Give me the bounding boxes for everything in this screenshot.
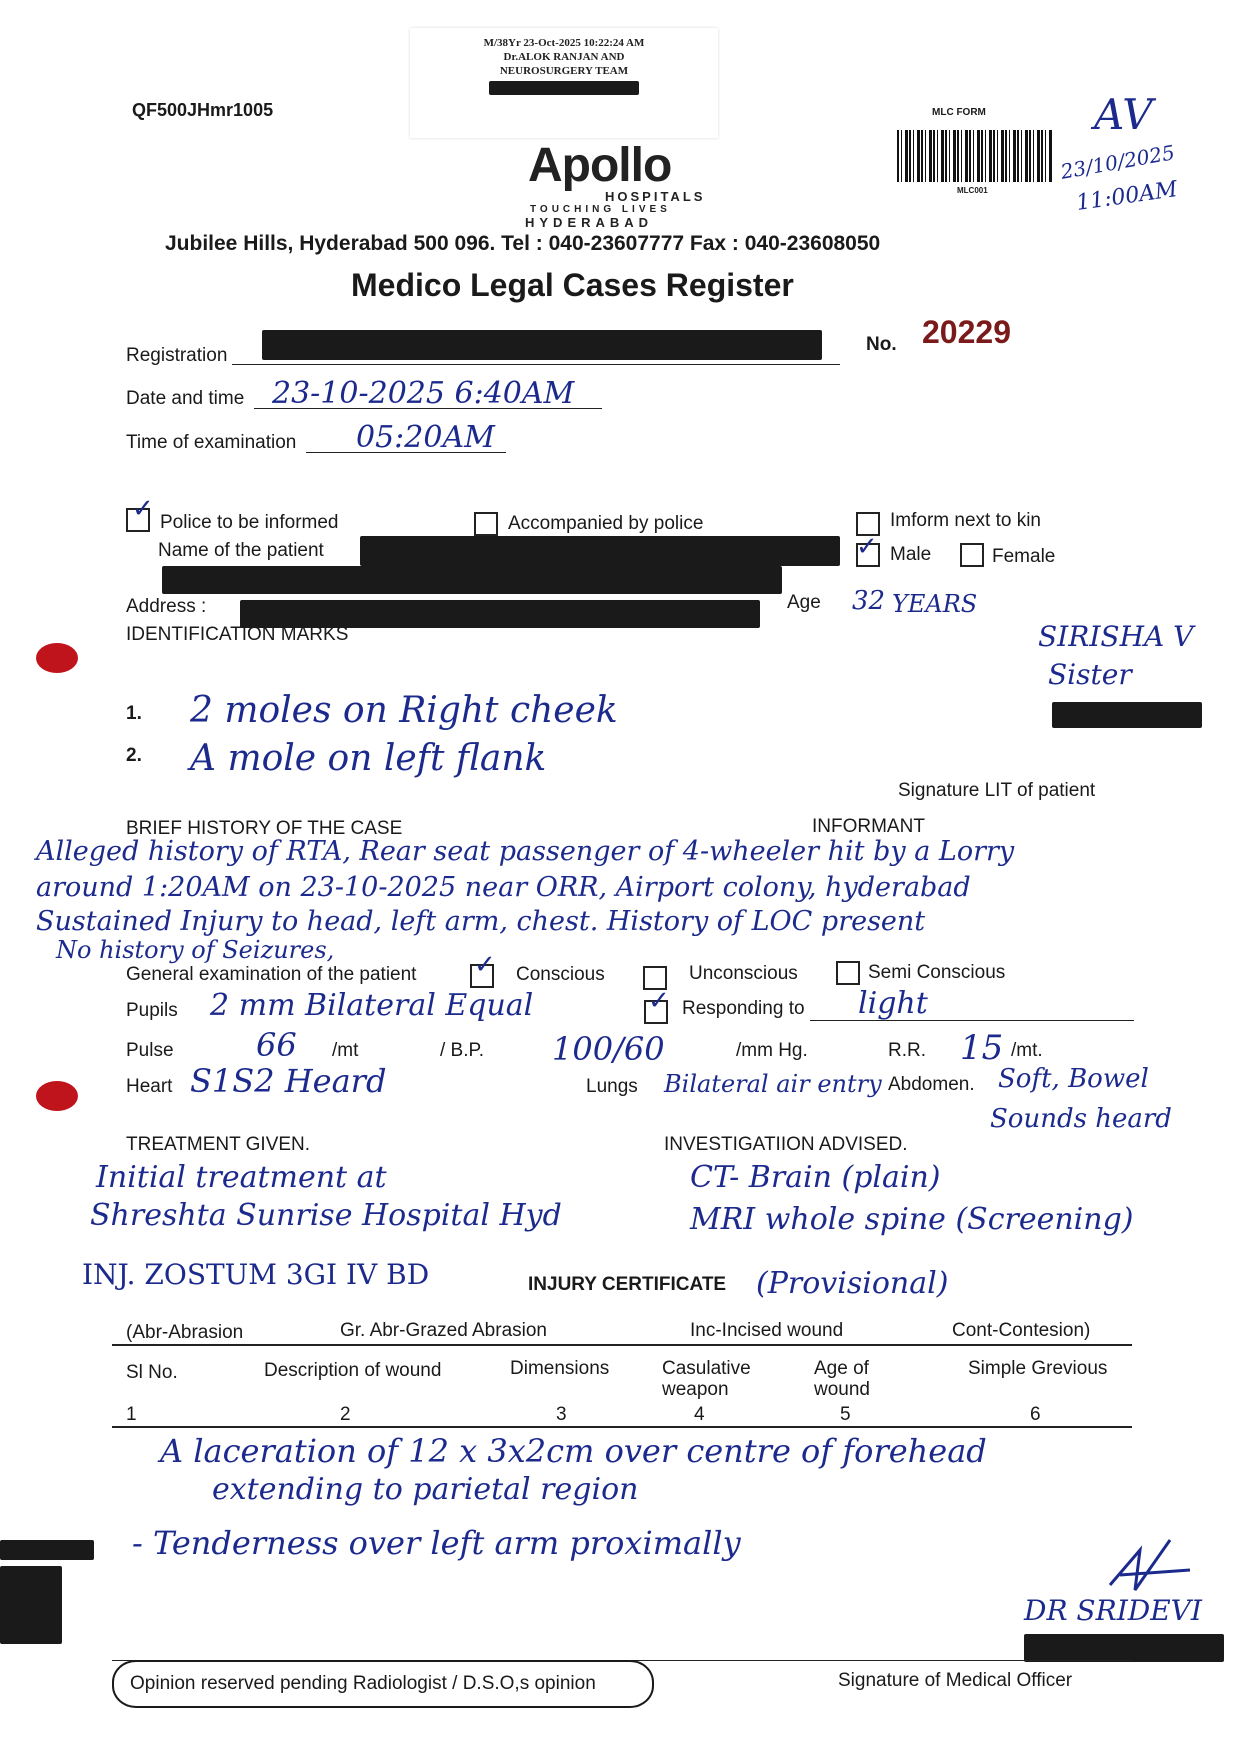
treatment-line: Initial treatment at [96, 1160, 387, 1195]
treatment-line: INJ. ZOSTUM 3GI IV BD [82, 1258, 430, 1291]
doctor-reg-redacted [1024, 1634, 1224, 1662]
bp-value: 100/60 [552, 1030, 665, 1068]
datetime-value: 23-10-2025 6:40AM [272, 376, 575, 411]
responding-label: Responding to [682, 998, 805, 1019]
register-number: 20229 [922, 314, 1011, 350]
legend-item: Cont-Contesion) [952, 1320, 1091, 1341]
kin-name: SIRISHA V [1038, 620, 1194, 653]
lungs-value: Bilateral air entry [664, 1070, 882, 1098]
legend-item: Gr. Abr-Grazed Abrasion [340, 1320, 547, 1341]
patient-name-label: Name of the patient [158, 540, 324, 561]
rr-label: R.R. [888, 1040, 926, 1061]
stamp-line: NEUROSURGERY TEAM [499, 65, 629, 77]
inform-kin-label: Imform next to kin [890, 510, 1041, 531]
mark-number: 2. [126, 745, 142, 766]
pulse-value: 66 [256, 1026, 297, 1064]
column-number: 5 [840, 1404, 851, 1425]
mark-text: 2 moles on Right cheek [190, 690, 618, 731]
age-label: Age [787, 592, 821, 613]
history-label: BRIEF HISTORY OF THE CASE [126, 818, 403, 839]
doctor-name: DR SRIDEVI [1024, 1594, 1202, 1627]
signature-scribble-icon [1100, 1530, 1200, 1600]
male-tick-icon: ✓ [856, 532, 878, 562]
exam-time-label: Time of examination [126, 432, 297, 453]
history-line: No history of Seizures, [56, 936, 335, 964]
hospital-address: Jubilee Hills, Hyderabad 500 096. Tel : 040-23607777 Fax : 040-23608050 [165, 232, 881, 255]
female-label: Female [992, 546, 1056, 567]
page-title: Medico Legal Cases Register [351, 267, 794, 303]
accompanied-checkbox[interactable] [474, 512, 498, 536]
registration-redacted [262, 330, 822, 360]
column-header: Dimensions [510, 1358, 610, 1379]
corner-date: 23/10/2025 [1058, 140, 1177, 184]
column-header: Sl No. [126, 1362, 178, 1383]
side-barcode [0, 1540, 94, 1560]
mlc-form-label: MLC FORM [932, 107, 986, 118]
signature-lit-label: Signature LIT of patient [898, 780, 1096, 801]
stamp-line: Dr.ALOK RANJAN AND [503, 51, 625, 63]
wound-entry: extending to parietal region [212, 1472, 639, 1507]
general-exam-label: General examination of the patient [126, 964, 417, 985]
mark-number: 1. [126, 703, 142, 724]
abdomen-value: Sounds heard [990, 1104, 1172, 1134]
pulse-unit: /mt [332, 1040, 359, 1061]
police-informed-label: Police to be informed [160, 512, 339, 533]
bp-unit: /mm Hg. [736, 1040, 808, 1061]
barcode-label: MLC001 [957, 186, 988, 195]
abdomen-label: Abdomen. [888, 1074, 975, 1095]
semi-conscious-label: Semi Conscious [868, 962, 1006, 983]
investigation-line: MRI whole spine (Screening) [690, 1202, 1134, 1237]
address-label: Address : [126, 596, 207, 617]
investigation-label: INVESTIGATIION ADVISED. [664, 1134, 908, 1155]
abdomen-value: Soft, Bowel [998, 1064, 1149, 1094]
age-unit: YEARS [892, 590, 978, 618]
injury-certificate-label: INJURY CERTIFICATE [528, 1274, 727, 1295]
ink-mark [36, 1081, 78, 1111]
column-number: 3 [556, 1404, 567, 1425]
treatment-line: Shreshta Sunrise Hospital Hyd [90, 1198, 562, 1233]
logo-subtitle: HOSPITALS [605, 189, 706, 204]
semi-conscious-checkbox[interactable] [836, 961, 860, 985]
table-top-rule [112, 1344, 1132, 1346]
treatment-label: TREATMENT GIVEN. [126, 1134, 311, 1155]
column-number: 1 [126, 1404, 137, 1425]
legend-item: (Abr-Abrasion [126, 1322, 244, 1343]
column-header: Casulative weapon [662, 1358, 751, 1400]
opinion-text: Opinion reserved pending Radiologist / D.S.O,s opinion [130, 1673, 596, 1694]
datetime-label: Date and time [126, 388, 245, 409]
patient-name-redacted [360, 536, 840, 566]
corner-time: 11:00AM [1074, 177, 1180, 216]
stamp-line: M/38Yr 23-Oct-2025 10:22:24 AM [483, 37, 645, 49]
responding-value: light [858, 986, 928, 1021]
conscious-tick-icon: ✓ [474, 950, 496, 980]
mark-text: A mole on left flank [190, 738, 547, 779]
wound-entry: - Tenderness over left arm proximally [132, 1524, 741, 1562]
column-number: 6 [1030, 1404, 1041, 1425]
column-header: Description of wound [264, 1360, 442, 1381]
side-stamp-redacted [0, 1566, 62, 1644]
injury-note: (Provisional) [756, 1266, 949, 1301]
registration-line [232, 364, 840, 365]
history-line: around 1:20AM on 23-10-2025 near ORR, Airport colony, hyderabad [36, 872, 971, 903]
legend-item: Inc-Incised wound [690, 1320, 844, 1341]
heart-value: S1S2 Heard [190, 1062, 387, 1100]
accompanied-label: Accompanied by police [508, 513, 704, 534]
apollo-logo: Apollo [528, 139, 672, 192]
number-label: No. [866, 334, 897, 355]
ink-mark [36, 643, 78, 673]
male-label: Male [890, 544, 932, 565]
history-line: Sustained Injury to head, left arm, chest. History of LOC present [36, 906, 926, 937]
stamp-phone-redacted [410, 81, 718, 97]
table-header-rule [112, 1426, 1132, 1428]
lungs-label: Lungs [586, 1076, 638, 1097]
pupils-value: 2 mm Bilateral Equal [210, 988, 534, 1023]
female-checkbox[interactable] [960, 543, 984, 567]
logo-tagline: TOUCHING LIVES [530, 204, 671, 215]
exam-time-value: 05:20AM [356, 420, 495, 455]
bp-label: / B.P. [440, 1040, 485, 1061]
column-header: Age of wound [814, 1358, 870, 1400]
responding-tick-icon: ✓ [648, 986, 670, 1016]
age-value: 32 [852, 586, 886, 616]
column-number: 2 [340, 1404, 351, 1425]
column-number: 4 [694, 1404, 705, 1425]
heart-label: Heart [126, 1076, 173, 1097]
rr-unit: /mt. [1011, 1040, 1043, 1061]
signature-medical-officer-label: Signature of Medical Officer [838, 1670, 1073, 1691]
rr-value: 15 [960, 1028, 1004, 1068]
document-code: QF500JHmr1005 [132, 100, 274, 120]
investigation-line: CT- Brain (plain) [690, 1160, 941, 1195]
column-header: Simple Grevious [968, 1358, 1108, 1379]
conscious-label: Conscious [516, 964, 605, 985]
pulse-label: Pulse [126, 1040, 174, 1061]
registration-label: Registration [126, 345, 228, 366]
kin-phone-redacted [1052, 702, 1202, 728]
wound-entry: A laceration of 12 x 3x2cm over centre of forehead [160, 1432, 987, 1470]
identification-label: IDENTIFICATION MARKS [126, 624, 349, 645]
pupils-label: Pupils [126, 1000, 178, 1021]
corner-initials: AV [1094, 90, 1153, 139]
barcode-graphic [897, 130, 1052, 182]
police-informed-tick-icon: ✓ [132, 494, 154, 524]
informant-label: INFORMANT [812, 816, 925, 837]
address-redacted [162, 566, 782, 594]
unconscious-label: Unconscious [689, 963, 798, 984]
logo-city: HYDERABAD [525, 215, 654, 230]
kin-relation: Sister [1048, 658, 1132, 691]
hospital-stamp [410, 28, 718, 138]
history-line: Alleged history of RTA, Rear seat passenger of 4-wheeler hit by a Lorry [36, 836, 1015, 867]
